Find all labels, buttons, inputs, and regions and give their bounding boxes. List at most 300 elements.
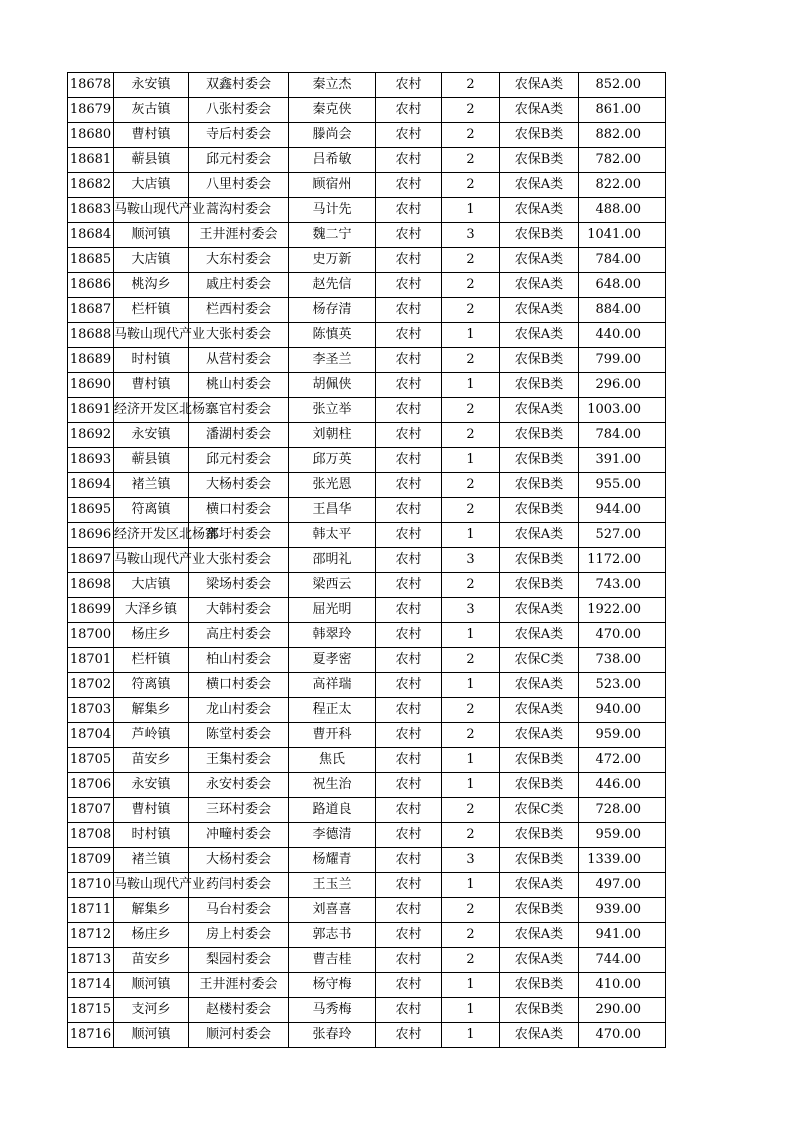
table-row — [68, 948, 666, 973]
record-id-cell: 18700 — [68, 623, 114, 648]
person-name-cell: 程正太 — [289, 698, 376, 723]
member-count-cell: 2 — [442, 823, 500, 848]
record-id-cell: 18683 — [68, 198, 114, 223]
amount-cell: 784.00 — [579, 423, 666, 448]
town-cell: 褚兰镇 — [114, 848, 189, 873]
record-id-cell: 18689 — [68, 348, 114, 373]
household-type-cell: 农村 — [376, 748, 442, 773]
amount-cell: 290.00 — [579, 998, 666, 1023]
insurance-class-cell: 农保B类 — [500, 823, 579, 848]
table-row — [68, 423, 666, 448]
town-cell: 曹村镇 — [114, 123, 189, 148]
table-body — [68, 73, 666, 1048]
household-type-cell: 农村 — [376, 923, 442, 948]
village-committee-cell: 大张村委会 — [189, 548, 289, 573]
person-name-cell: 曹开科 — [289, 723, 376, 748]
person-name-cell: 祝生治 — [289, 773, 376, 798]
insurance-class-cell: 农保A类 — [500, 1023, 579, 1048]
village-committee-cell: 双鑫村委会 — [189, 73, 289, 98]
person-name-cell: 焦氏 — [289, 748, 376, 773]
town-cell: 永安镇 — [114, 773, 189, 798]
village-committee-cell: 八里村委会 — [189, 173, 289, 198]
record-id-cell: 18678 — [68, 73, 114, 98]
household-type-cell: 农村 — [376, 173, 442, 198]
insurance-class-cell: 农保A类 — [500, 323, 579, 348]
person-name-cell: 李德清 — [289, 823, 376, 848]
town-cell: 栏杆镇 — [114, 298, 189, 323]
record-id-cell: 18713 — [68, 948, 114, 973]
table-row — [68, 973, 666, 998]
household-type-cell: 农村 — [376, 448, 442, 473]
table-row — [68, 473, 666, 498]
amount-cell: 296.00 — [579, 373, 666, 398]
person-name-cell: 史万新 — [289, 248, 376, 273]
insurance-class-cell: 农保B类 — [500, 473, 579, 498]
record-id-cell: 18692 — [68, 423, 114, 448]
household-type-cell: 农村 — [376, 848, 442, 873]
village-committee-cell: 邵圩村委会 — [189, 523, 289, 548]
member-count-cell: 2 — [442, 248, 500, 273]
records-table — [67, 72, 666, 1048]
amount-cell: 955.00 — [579, 473, 666, 498]
record-id-cell: 18710 — [68, 873, 114, 898]
household-type-cell: 农村 — [376, 898, 442, 923]
town-cell: 蕲县镇 — [114, 448, 189, 473]
amount-cell: 944.00 — [579, 498, 666, 523]
member-count-cell: 2 — [442, 723, 500, 748]
village-committee-cell: 邱元村委会 — [189, 448, 289, 473]
person-name-cell: 马计先 — [289, 198, 376, 223]
member-count-cell: 3 — [442, 598, 500, 623]
village-committee-cell: 高庄村委会 — [189, 623, 289, 648]
town-cell: 经济开发区北杨寨 — [114, 523, 189, 548]
village-committee-cell: 横口村委会 — [189, 498, 289, 523]
amount-cell: 1003.00 — [579, 398, 666, 423]
village-committee-cell: 大东村委会 — [189, 248, 289, 273]
person-name-cell: 胡佩侠 — [289, 373, 376, 398]
record-id-cell: 18687 — [68, 298, 114, 323]
table-row — [68, 748, 666, 773]
table-row — [68, 98, 666, 123]
person-name-cell: 夏孝密 — [289, 648, 376, 673]
household-type-cell: 农村 — [376, 473, 442, 498]
town-cell: 曹村镇 — [114, 798, 189, 823]
household-type-cell: 农村 — [376, 573, 442, 598]
table-row — [68, 223, 666, 248]
person-name-cell: 路道良 — [289, 798, 376, 823]
table-row — [68, 348, 666, 373]
village-committee-cell: 龙山村委会 — [189, 698, 289, 723]
amount-cell: 470.00 — [579, 1023, 666, 1048]
person-name-cell: 张立举 — [289, 398, 376, 423]
insurance-class-cell: 农保A类 — [500, 873, 579, 898]
village-committee-cell: 蒿沟村委会 — [189, 198, 289, 223]
town-cell: 苗安乡 — [114, 748, 189, 773]
amount-cell: 941.00 — [579, 923, 666, 948]
amount-cell: 728.00 — [579, 798, 666, 823]
insurance-class-cell: 农保A类 — [500, 98, 579, 123]
record-id-cell: 18688 — [68, 323, 114, 348]
record-id-cell: 18712 — [68, 923, 114, 948]
member-count-cell: 2 — [442, 123, 500, 148]
amount-cell: 822.00 — [579, 173, 666, 198]
member-count-cell: 2 — [442, 498, 500, 523]
insurance-class-cell: 农保A类 — [500, 273, 579, 298]
amount-cell: 488.00 — [579, 198, 666, 223]
household-type-cell: 农村 — [376, 348, 442, 373]
insurance-class-cell: 农保A类 — [500, 298, 579, 323]
table-row — [68, 198, 666, 223]
insurance-class-cell: 农保B类 — [500, 373, 579, 398]
record-id-cell: 18699 — [68, 598, 114, 623]
member-count-cell: 1 — [442, 623, 500, 648]
household-type-cell: 农村 — [376, 98, 442, 123]
town-cell: 马鞍山现代产业 — [114, 198, 189, 223]
table-row — [68, 798, 666, 823]
town-cell: 符离镇 — [114, 673, 189, 698]
insurance-class-cell: 农保C类 — [500, 798, 579, 823]
record-id-cell: 18693 — [68, 448, 114, 473]
household-type-cell: 农村 — [376, 673, 442, 698]
insurance-class-cell: 农保A类 — [500, 523, 579, 548]
person-name-cell: 曹吉桂 — [289, 948, 376, 973]
household-type-cell: 农村 — [376, 73, 442, 98]
town-cell: 芦岭镇 — [114, 723, 189, 748]
member-count-cell: 2 — [442, 898, 500, 923]
amount-cell: 799.00 — [579, 348, 666, 373]
town-cell: 褚兰镇 — [114, 473, 189, 498]
town-cell: 苗安乡 — [114, 948, 189, 973]
person-name-cell: 刘喜喜 — [289, 898, 376, 923]
town-cell: 经济开发区北杨寨 — [114, 398, 189, 423]
person-name-cell: 顾宿州 — [289, 173, 376, 198]
insurance-class-cell: 农保A类 — [500, 73, 579, 98]
household-type-cell: 农村 — [376, 548, 442, 573]
member-count-cell: 2 — [442, 173, 500, 198]
amount-cell: 882.00 — [579, 123, 666, 148]
table-row — [68, 598, 666, 623]
record-id-cell: 18695 — [68, 498, 114, 523]
town-cell: 符离镇 — [114, 498, 189, 523]
record-id-cell: 18711 — [68, 898, 114, 923]
village-committee-cell: 冲疃村委会 — [189, 823, 289, 848]
town-cell: 杨庄乡 — [114, 923, 189, 948]
household-type-cell: 农村 — [376, 123, 442, 148]
village-committee-cell: 邱元村委会 — [189, 148, 289, 173]
table-row — [68, 698, 666, 723]
amount-cell: 784.00 — [579, 248, 666, 273]
amount-cell: 1922.00 — [579, 598, 666, 623]
table-row — [68, 773, 666, 798]
record-id-cell: 18679 — [68, 98, 114, 123]
insurance-class-cell: 农保A类 — [500, 698, 579, 723]
insurance-class-cell: 农保B类 — [500, 848, 579, 873]
insurance-class-cell: 农保B类 — [500, 748, 579, 773]
record-id-cell: 18690 — [68, 373, 114, 398]
table-row — [68, 848, 666, 873]
member-count-cell: 2 — [442, 73, 500, 98]
amount-cell: 744.00 — [579, 948, 666, 973]
person-name-cell: 邵明礼 — [289, 548, 376, 573]
person-name-cell: 滕尚会 — [289, 123, 376, 148]
amount-cell: 497.00 — [579, 873, 666, 898]
person-name-cell: 屈光明 — [289, 598, 376, 623]
record-id-cell: 18705 — [68, 748, 114, 773]
table-row — [68, 373, 666, 398]
member-count-cell: 3 — [442, 848, 500, 873]
table-row — [68, 923, 666, 948]
table-row — [68, 548, 666, 573]
record-id-cell: 18703 — [68, 698, 114, 723]
insurance-class-cell: 农保C类 — [500, 648, 579, 673]
record-id-cell: 18697 — [68, 548, 114, 573]
household-type-cell: 农村 — [376, 323, 442, 348]
person-name-cell: 王玉兰 — [289, 873, 376, 898]
person-name-cell: 张春玲 — [289, 1023, 376, 1048]
household-type-cell: 农村 — [376, 298, 442, 323]
insurance-class-cell: 农保A类 — [500, 723, 579, 748]
record-id-cell: 18691 — [68, 398, 114, 423]
amount-cell: 1339.00 — [579, 848, 666, 873]
member-count-cell: 2 — [442, 573, 500, 598]
village-committee-cell: 赵楼村委会 — [189, 998, 289, 1023]
insurance-class-cell: 农保B类 — [500, 548, 579, 573]
insurance-class-cell: 农保A类 — [500, 398, 579, 423]
table-row — [68, 173, 666, 198]
village-committee-cell: 王井涯村委会 — [189, 223, 289, 248]
town-cell: 时村镇 — [114, 823, 189, 848]
member-count-cell: 1 — [442, 748, 500, 773]
village-committee-cell: 桃山村委会 — [189, 373, 289, 398]
amount-cell: 446.00 — [579, 773, 666, 798]
insurance-class-cell: 农保A类 — [500, 598, 579, 623]
record-id-cell: 18684 — [68, 223, 114, 248]
member-count-cell: 3 — [442, 223, 500, 248]
record-id-cell: 18682 — [68, 173, 114, 198]
household-type-cell: 农村 — [376, 648, 442, 673]
household-type-cell: 农村 — [376, 148, 442, 173]
record-id-cell: 18681 — [68, 148, 114, 173]
record-id-cell: 18707 — [68, 798, 114, 823]
town-cell: 永安镇 — [114, 423, 189, 448]
table-row — [68, 523, 666, 548]
household-type-cell: 农村 — [376, 723, 442, 748]
member-count-cell: 2 — [442, 273, 500, 298]
table-row — [68, 448, 666, 473]
member-count-cell: 1 — [442, 873, 500, 898]
town-cell: 顺河镇 — [114, 973, 189, 998]
table-row — [68, 73, 666, 98]
village-committee-cell: 永安村委会 — [189, 773, 289, 798]
amount-cell: 470.00 — [579, 623, 666, 648]
household-type-cell: 农村 — [376, 1023, 442, 1048]
insurance-class-cell: 农保B类 — [500, 123, 579, 148]
insurance-class-cell: 农保A类 — [500, 198, 579, 223]
member-count-cell: 2 — [442, 348, 500, 373]
record-id-cell: 18706 — [68, 773, 114, 798]
person-name-cell: 梁西云 — [289, 573, 376, 598]
amount-cell: 527.00 — [579, 523, 666, 548]
record-id-cell: 18716 — [68, 1023, 114, 1048]
town-cell: 灰古镇 — [114, 98, 189, 123]
insurance-class-cell: 农保A类 — [500, 248, 579, 273]
record-id-cell: 18698 — [68, 573, 114, 598]
household-type-cell: 农村 — [376, 398, 442, 423]
table-row — [68, 248, 666, 273]
household-type-cell: 农村 — [376, 523, 442, 548]
person-name-cell: 王昌华 — [289, 498, 376, 523]
village-committee-cell: 柏山村委会 — [189, 648, 289, 673]
record-id-cell: 18715 — [68, 998, 114, 1023]
village-committee-cell: 横口村委会 — [189, 673, 289, 698]
village-committee-cell: 梨园村委会 — [189, 948, 289, 973]
record-id-cell: 18709 — [68, 848, 114, 873]
amount-cell: 738.00 — [579, 648, 666, 673]
village-committee-cell: 大杨村委会 — [189, 848, 289, 873]
insurance-class-cell: 农保A类 — [500, 948, 579, 973]
village-committee-cell: 三官村委会 — [189, 398, 289, 423]
member-count-cell: 2 — [442, 298, 500, 323]
insurance-class-cell: 农保A类 — [500, 673, 579, 698]
household-type-cell: 农村 — [376, 423, 442, 448]
household-type-cell: 农村 — [376, 223, 442, 248]
village-committee-cell: 大杨村委会 — [189, 473, 289, 498]
village-committee-cell: 房上村委会 — [189, 923, 289, 948]
amount-cell: 861.00 — [579, 98, 666, 123]
town-cell: 杨庄乡 — [114, 623, 189, 648]
village-committee-cell: 药闫村委会 — [189, 873, 289, 898]
person-name-cell: 魏二宁 — [289, 223, 376, 248]
amount-cell: 743.00 — [579, 573, 666, 598]
record-id-cell: 18702 — [68, 673, 114, 698]
member-count-cell: 1 — [442, 673, 500, 698]
town-cell: 大店镇 — [114, 248, 189, 273]
amount-cell: 648.00 — [579, 273, 666, 298]
village-committee-cell: 寺后村委会 — [189, 123, 289, 148]
town-cell: 大店镇 — [114, 573, 189, 598]
table-row — [68, 298, 666, 323]
record-id-cell: 18686 — [68, 273, 114, 298]
village-committee-cell: 八张村委会 — [189, 98, 289, 123]
person-name-cell: 刘朝柱 — [289, 423, 376, 448]
person-name-cell: 杨守梅 — [289, 973, 376, 998]
amount-cell: 523.00 — [579, 673, 666, 698]
member-count-cell: 1 — [442, 448, 500, 473]
insurance-class-cell: 农保B类 — [500, 448, 579, 473]
person-name-cell: 吕希敏 — [289, 148, 376, 173]
town-cell: 顺河镇 — [114, 1023, 189, 1048]
member-count-cell: 2 — [442, 473, 500, 498]
town-cell: 马鞍山现代产业 — [114, 873, 189, 898]
household-type-cell: 农村 — [376, 773, 442, 798]
person-name-cell: 马秀梅 — [289, 998, 376, 1023]
insurance-class-cell: 农保B类 — [500, 423, 579, 448]
member-count-cell: 2 — [442, 798, 500, 823]
amount-cell: 959.00 — [579, 823, 666, 848]
village-committee-cell: 栏西村委会 — [189, 298, 289, 323]
village-committee-cell: 王井涯村委会 — [189, 973, 289, 998]
person-name-cell: 赵先信 — [289, 273, 376, 298]
record-id-cell: 18714 — [68, 973, 114, 998]
table-row — [68, 673, 666, 698]
member-count-cell: 2 — [442, 923, 500, 948]
record-id-cell: 18680 — [68, 123, 114, 148]
town-cell: 曹村镇 — [114, 373, 189, 398]
member-count-cell: 1 — [442, 1023, 500, 1048]
household-type-cell: 农村 — [376, 598, 442, 623]
record-id-cell: 18704 — [68, 723, 114, 748]
table-row — [68, 323, 666, 348]
person-name-cell: 李圣兰 — [289, 348, 376, 373]
amount-cell: 959.00 — [579, 723, 666, 748]
table-row — [68, 398, 666, 423]
member-count-cell: 1 — [442, 773, 500, 798]
member-count-cell: 2 — [442, 398, 500, 423]
village-committee-cell: 潘湖村委会 — [189, 423, 289, 448]
table-row — [68, 498, 666, 523]
household-type-cell: 农村 — [376, 973, 442, 998]
person-name-cell: 杨存清 — [289, 298, 376, 323]
town-cell: 桃沟乡 — [114, 273, 189, 298]
member-count-cell: 2 — [442, 948, 500, 973]
person-name-cell: 秦克侠 — [289, 98, 376, 123]
household-type-cell: 农村 — [376, 273, 442, 298]
town-cell: 时村镇 — [114, 348, 189, 373]
town-cell: 马鞍山现代产业 — [114, 323, 189, 348]
town-cell: 解集乡 — [114, 698, 189, 723]
insurance-class-cell: 农保B类 — [500, 773, 579, 798]
insurance-class-cell: 农保B类 — [500, 223, 579, 248]
person-name-cell: 陈慎英 — [289, 323, 376, 348]
household-type-cell: 农村 — [376, 873, 442, 898]
person-name-cell: 邱万英 — [289, 448, 376, 473]
town-cell: 解集乡 — [114, 898, 189, 923]
village-committee-cell: 陈堂村委会 — [189, 723, 289, 748]
member-count-cell: 2 — [442, 648, 500, 673]
household-type-cell: 农村 — [376, 248, 442, 273]
table-row — [68, 898, 666, 923]
member-count-cell: 1 — [442, 523, 500, 548]
household-type-cell: 农村 — [376, 698, 442, 723]
town-cell: 大店镇 — [114, 173, 189, 198]
record-id-cell: 18708 — [68, 823, 114, 848]
record-id-cell: 18694 — [68, 473, 114, 498]
table-row — [68, 573, 666, 598]
town-cell: 马鞍山现代产业 — [114, 548, 189, 573]
town-cell: 支河乡 — [114, 998, 189, 1023]
insurance-class-cell: 农保B类 — [500, 348, 579, 373]
amount-cell: 1041.00 — [579, 223, 666, 248]
table-row — [68, 273, 666, 298]
person-name-cell: 秦立杰 — [289, 73, 376, 98]
amount-cell: 391.00 — [579, 448, 666, 473]
record-id-cell: 18696 — [68, 523, 114, 548]
household-type-cell: 农村 — [376, 798, 442, 823]
village-committee-cell: 从营村委会 — [189, 348, 289, 373]
insurance-class-cell: 农保B类 — [500, 898, 579, 923]
town-cell: 顺河镇 — [114, 223, 189, 248]
table-row — [68, 998, 666, 1023]
insurance-class-cell: 农保B类 — [500, 573, 579, 598]
amount-cell: 472.00 — [579, 748, 666, 773]
amount-cell: 939.00 — [579, 898, 666, 923]
town-cell: 永安镇 — [114, 73, 189, 98]
insurance-class-cell: 农保B类 — [500, 973, 579, 998]
person-name-cell: 韩翠玲 — [289, 623, 376, 648]
table-row — [68, 623, 666, 648]
table-row — [68, 823, 666, 848]
insurance-class-cell: 农保B类 — [500, 148, 579, 173]
